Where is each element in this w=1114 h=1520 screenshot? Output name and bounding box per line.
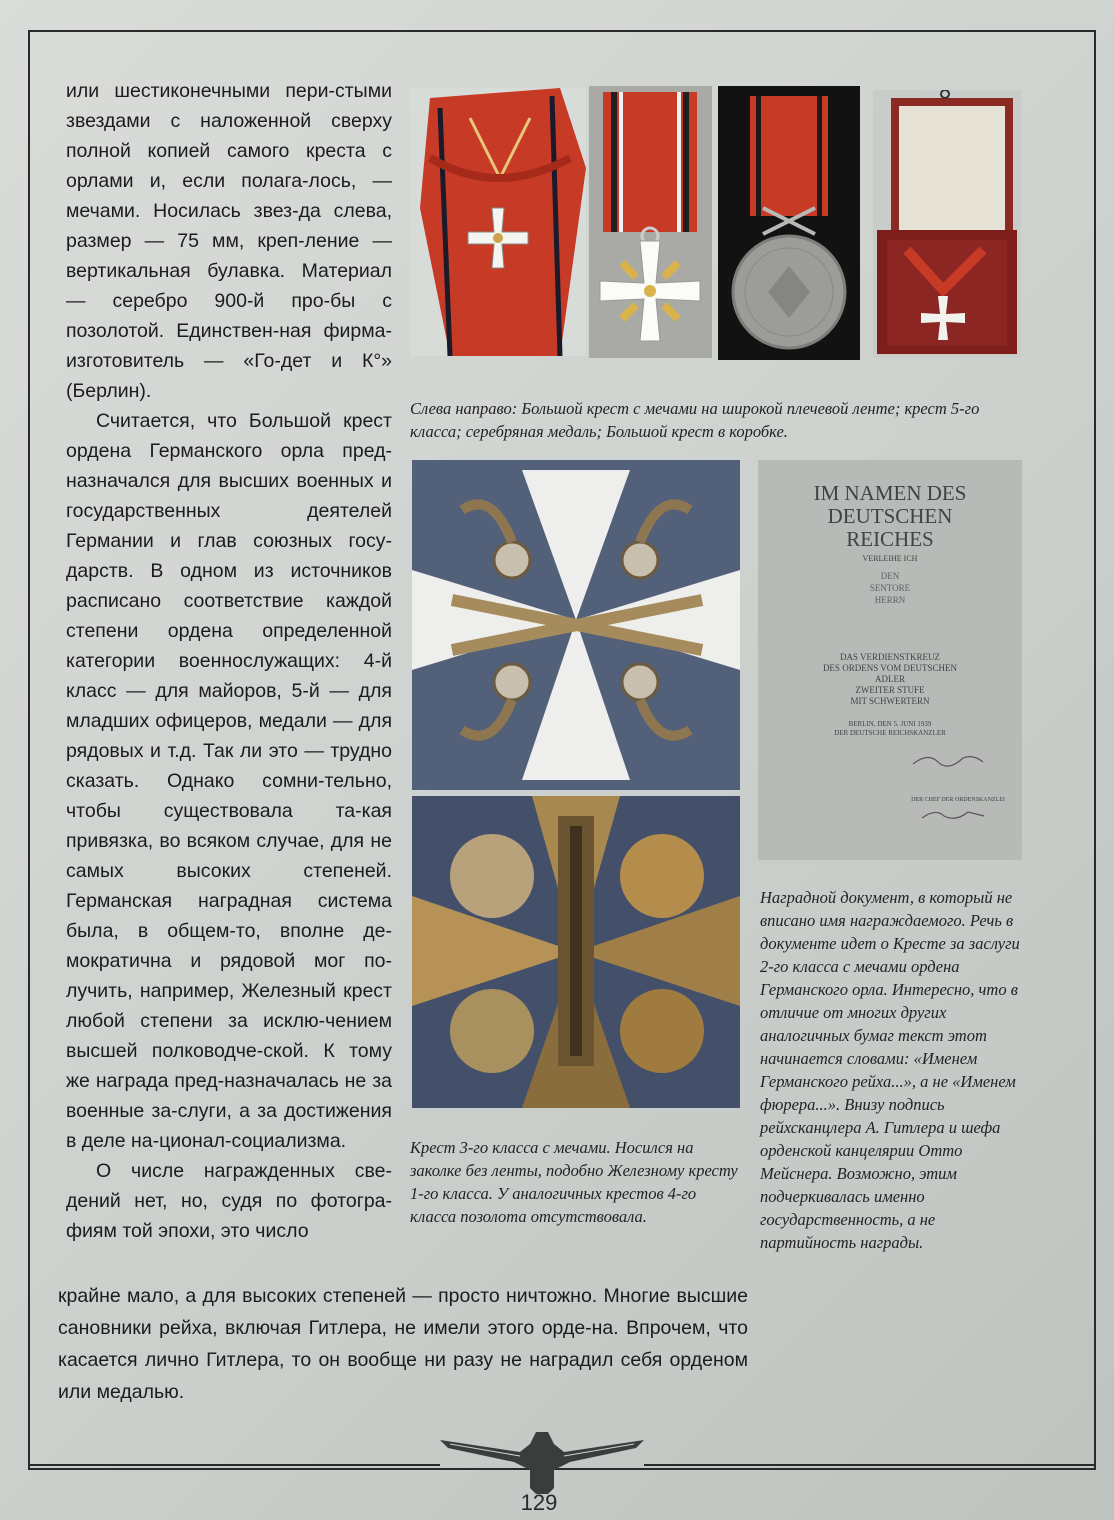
- signature-hitler: [908, 750, 988, 770]
- document-award-3: ADLER: [875, 674, 905, 684]
- document-award-1: DAS VERDIENSTKREUZ: [839, 652, 941, 662]
- photo-silver-medal: [718, 86, 860, 360]
- ribbon-cross-image: [589, 86, 712, 358]
- paragraph-3-end: крайне мало, а для высоких степеней — просто ничтожно. Многие высшие сановники рейха, включая Гитлера, не имели этого орде-на. Впрочем, что касается лично Гитлера, то он вообще ни разу не наградил себя орденом или медалью.: [58, 1285, 748, 1403]
- medal-image: [718, 86, 860, 360]
- document-award-2: DES ORDENS VOM DEUTSCHEN: [822, 663, 958, 673]
- eagle-emblem: [440, 1430, 644, 1494]
- footer-rule-right: [644, 1464, 1096, 1466]
- body-text-column: [66, 76, 392, 1246]
- document-award-4: ZWEITER STUFE: [855, 685, 925, 695]
- document-line-1: DEN: [880, 571, 900, 581]
- document-award-5: MIT SCHWERTERN: [850, 696, 930, 706]
- caption-top: Слева направо: Большой крест с мечами на широкой плечевой ленте; крест 5-го класса; серебряная медаль; Большой крест в коробке.: [410, 399, 980, 441]
- cross-back-image: [412, 796, 740, 1108]
- sash-image: [410, 88, 586, 356]
- photo-award-document: [758, 460, 1022, 860]
- document-date: BERLIN, DEN 5. JUNI 1939: [848, 720, 932, 728]
- paragraph-2: Считается, что Большой крест ордена Германского орла пред-назначался для высших военных и государственных деятелей Германии и глав союзных госу-дарств. В одном из источников расписано соответствие каждой степени ордена определенной категории военнослужащих: 4-й класс — для майоров, 5-й — для младших офицеров, медали — для рядовых и т.д. Так ли это — трудно сказать. Однако сомни-тельно, чтобы существовала та-кая привязка, во всяком случае, для не самых высоких степеней. Германская наградная система была, в общем-то, вполне де-мократична и рядовой мог по-лучить, например, Железный крест любой степени за исклю-чением высшей полководче-ской. К тому же награда пред-назначалась не за военные за-слуги, а за достижения в деле на-ционал-социализма.: [66, 410, 392, 1152]
- paragraph-3-start: О числе награжденных све-дений нет, но, судя по фотогра-фиям той эпохи, это число: [66, 1160, 392, 1242]
- document-line-3: HERRN: [874, 595, 906, 605]
- box-image: [873, 90, 1021, 358]
- photo-cross-5th-class: [589, 86, 712, 358]
- photo-cross-in-box: [873, 90, 1021, 358]
- paragraph-1: или шестиконечными пери-стыми звездами с наложенной сверху полной копией самого креста с орлами и, если полага-лось, — мечами. Носилась звез-да слева, размер — 75 мм, креп-ление — вертикальная булавка. Материал — серебро 900-й про-бы с позолотой. Единствен-ная фирма-изготовитель — «Го-дет и К°» (Берлин).: [66, 80, 392, 402]
- document-reichskanzler: DER DEUTSCHE REICHSKANZLER: [834, 729, 946, 737]
- document-heading-3: REICHES: [846, 527, 934, 551]
- photo-grand-cross-sash: [410, 88, 586, 356]
- footer-rule-left: [30, 1464, 440, 1466]
- signature-meissner: [918, 806, 988, 824]
- document-heading-1: IM NAMEN DES: [813, 481, 967, 505]
- caption-document: Наградной документ, в который не вписано имя награждаемого. Речь в документе идет о Кресте за заслуги 2-го класса с мечами ордена Германского орла. Интересно, что в отличие от многих других аналогичных бумаг текст этот начинается словами: «Именем Германского рейха...», а не «Именем фюрера...». Внизу подпись рейхсканцлера А. Гитлера и шефа орденской канцелярии Отто Мейснера. Возможно, этим подчеркивалась именно государственность, а не партийность награды.: [760, 888, 1020, 1252]
- page-number: 129: [520, 1490, 558, 1515]
- document-chief: DER CHEF DER ORDENSKANZLEI: [911, 797, 1005, 803]
- photo-cross-3rd-class-back: [412, 796, 740, 1108]
- document-verleihe: VERLEIHE ICH: [862, 554, 918, 563]
- document-heading-2: DEUTSCHEN: [827, 504, 953, 528]
- document-line-2: SENTORE: [869, 583, 911, 593]
- photo-cross-3rd-class-front: [412, 460, 740, 790]
- caption-middle: Крест 3-го класса с мечами. Носился на заколке без ленты, подобно Железному кресту 1-го класса. У аналогичных крестов 4-го класса позолота отсутствовала.: [410, 1138, 738, 1226]
- cross-front-image: [412, 460, 740, 790]
